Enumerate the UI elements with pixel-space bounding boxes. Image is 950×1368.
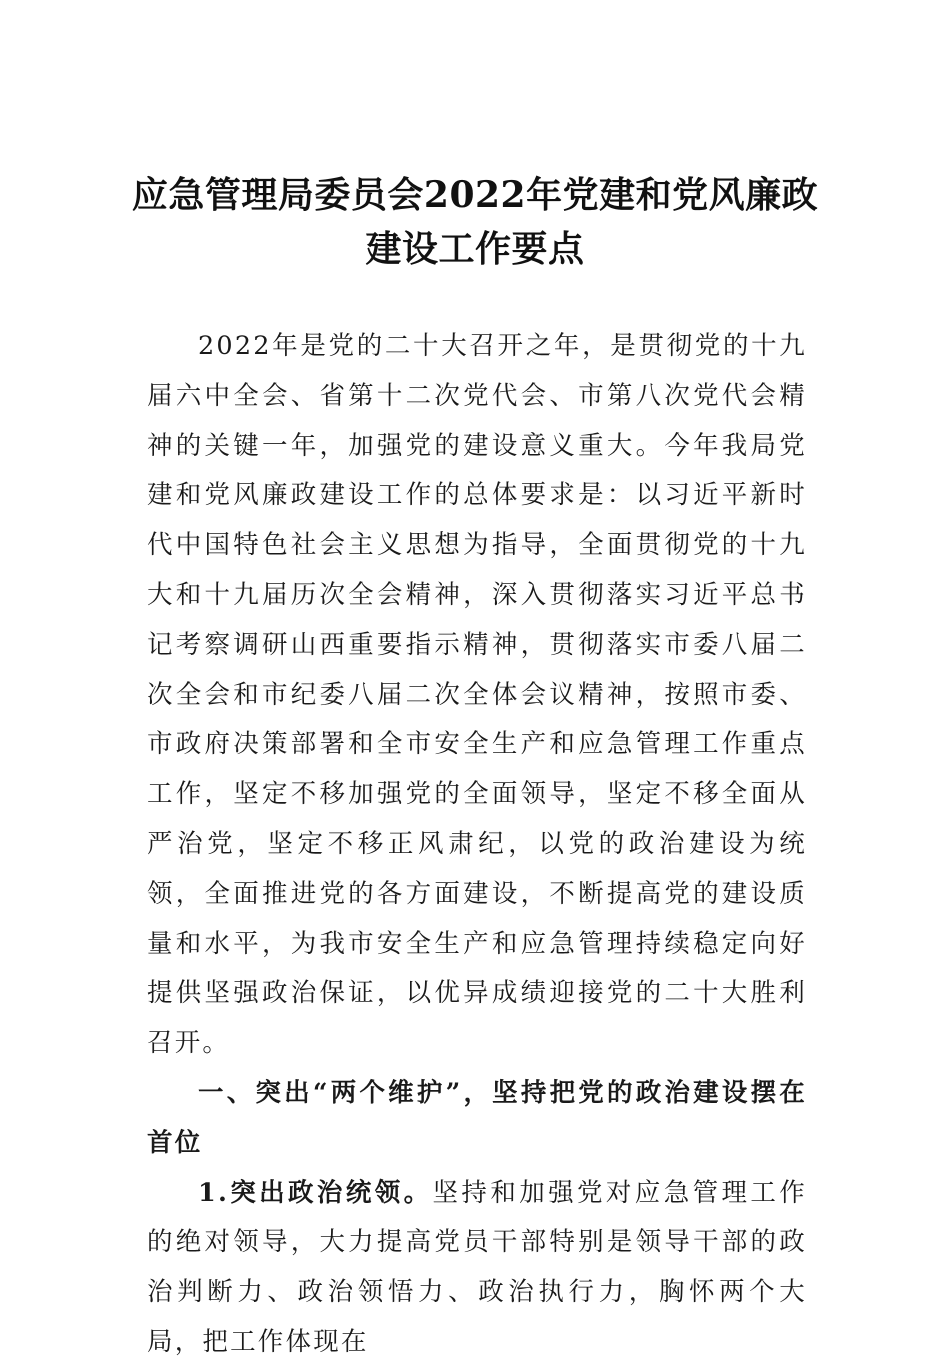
item-text-1: 坚持和加强党对应急管理工作的绝对领导，大力提高党员干部特别是领导干部的政治判断力、政治领悟力、政治执行力，胸怀两个大局，把工作体现在: [147, 1177, 807, 1357]
title-line-1: 应急管理局委员会2022年党建和党风廉政: [131, 174, 819, 216]
section-heading-1: 一、突出“两个维护”，坚持把党的政治建设摆在首位: [147, 1077, 807, 1158]
item-lead-1: 1.突出政治统领。: [198, 1177, 433, 1208]
item-paragraph-1: [147, 1169, 807, 1368]
document-title: [120, 168, 830, 276]
document-body: [147, 322, 807, 1368]
intro-paragraph: 2022年是党的二十大召开之年，是贯彻党的十九届六中全会、省第十二次党代会、市第八次党代会精神的关键一年，加强党的建设意义重大。今年我局党建和党风廉政建设工作的总体要求是：以习近平新时代中国特色社会主义思想为指导，全面贯彻党的十九大和十九届历次全会精神，深入贯彻落实习近平总书记考察调研山西重要指示精神，贯彻落实市委八届二次全会和市纪委八届二次全体会议精神，按照市委、市政府决策部署和全市安全生产和应急管理工作重点工作，坚定不移加强党的全面领导，坚定不移全面从严治党，坚定不移正风肃纪，以党的政治建设为统领，全面推进党的各方面建设，不断提高党的建设质量和水平，为我市安全生产和应急管理持续稳定向好提供坚强政治保证，以优异成绩迎接党的二十大胜利召开。: [147, 331, 807, 1059]
title-line-2: 建设工作要点: [365, 228, 585, 270]
